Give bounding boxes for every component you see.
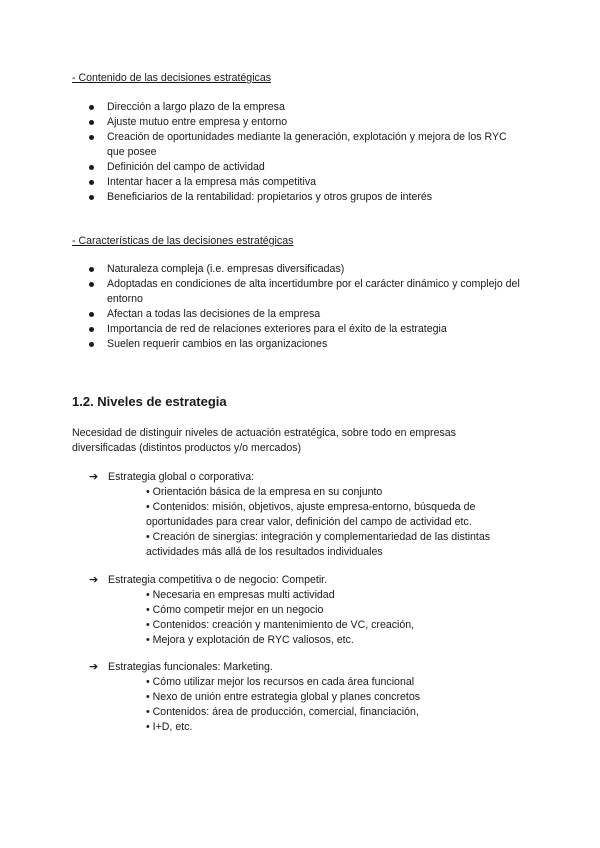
list-item: • I+D, etc. xyxy=(146,721,193,733)
bullet-icon xyxy=(89,195,94,200)
list-item: Creación de oportunidades mediante la generación, explotación y mejora de los RYC que posee xyxy=(0,130,600,160)
list-item: • Cómo utilizar mejor los recursos en cada área funcional xyxy=(146,676,415,688)
list-item: • Cómo competir mejor en un negocio xyxy=(146,604,324,616)
list-item-continuation: actividades más allá de los resultados individuales xyxy=(146,546,383,558)
bullet-list-caracteristicas xyxy=(0,262,600,352)
list-item: Ajuste mutuo entre empresa y entorno xyxy=(0,115,600,130)
list-item: • Nexo de unión entre estrategia global y planes concretos xyxy=(146,691,421,703)
bullet-icon xyxy=(89,165,94,170)
list-item: Importancia de red de relaciones exteriores para el éxito de la estrategia xyxy=(0,322,600,337)
bullet-icon xyxy=(89,327,94,332)
bullet-icon xyxy=(89,312,94,317)
arrow-right-icon: ➔ xyxy=(89,661,99,673)
list-item: Intentar hacer a la empresa más competitiva xyxy=(0,175,600,190)
strategy-group-corporativa xyxy=(0,470,600,560)
bullet-icon xyxy=(89,342,94,347)
arrow-right-icon: ➔ xyxy=(89,471,99,483)
list-item: Afectan a todas las decisiones de la empresa xyxy=(0,307,600,322)
list-item: Dirección a largo plazo de la empresa xyxy=(0,100,600,115)
intro-paragraph: Necesidad de distinguir niveles de actuación estratégica, sobre todo en empresas diversificadas (distintos productos y/o mercados) xyxy=(72,427,456,454)
group-title: Estrategia competitiva o de negocio: Competir. xyxy=(108,574,328,586)
bullet-icon xyxy=(89,267,94,272)
list-item-continuation: oportunidades para crear valor, definición del campo de actividad etc. xyxy=(146,516,472,528)
list-item: • Contenidos: misión, objetivos, ajuste empresa-entorno, búsqueda de xyxy=(146,501,476,513)
section-heading-caracteristicas: - Características de las decisiones estratégicas xyxy=(72,235,294,247)
arrow-right-icon: ➔ xyxy=(89,574,99,586)
list-item: • Creación de sinergias: integración y complementariedad de las distintas xyxy=(146,531,491,543)
list-item: Adoptadas en condiciones de alta incertidumbre por el carácter dinámico y complejo del entorno xyxy=(0,277,600,307)
list-item: • Mejora y explotación de RYC valiosos, etc. xyxy=(146,634,354,646)
list-item: Beneficiarios de la rentabilidad: propietarios y otros grupos de interés xyxy=(0,190,600,205)
bullet-icon xyxy=(89,180,94,185)
group-title: Estrategias funcionales: Marketing. xyxy=(108,661,273,673)
strategy-group-funcionales xyxy=(0,660,600,735)
group-title: Estrategia global o corporativa: xyxy=(108,471,255,483)
bullet-icon xyxy=(89,105,94,110)
list-item: • Necesaria en empresas multi actividad xyxy=(146,589,335,601)
bullet-icon xyxy=(89,282,94,287)
list-item: • Orientación básica de la empresa en su conjunto xyxy=(146,486,383,498)
bullet-list-contenido xyxy=(0,100,600,205)
section-heading-contenido: - Contenido de las decisiones estratégicas xyxy=(72,72,272,84)
strategy-group-competitiva xyxy=(0,573,600,648)
list-item: Definición del campo de actividad xyxy=(0,160,600,175)
list-item: • Contenidos: creación y mantenimiento de VC, creación, xyxy=(146,619,415,631)
list-item: • Contenidos: área de producción, comercial, financiación, xyxy=(146,706,419,718)
list-item: Suelen requerir cambios en las organizaciones xyxy=(0,337,600,352)
section-title-niveles: 1.2. Niveles de estrategia xyxy=(72,394,227,409)
bullet-icon xyxy=(89,120,94,125)
list-item: Naturaleza compleja (i.e. empresas diversificadas) xyxy=(0,262,600,277)
bullet-icon xyxy=(89,135,94,140)
